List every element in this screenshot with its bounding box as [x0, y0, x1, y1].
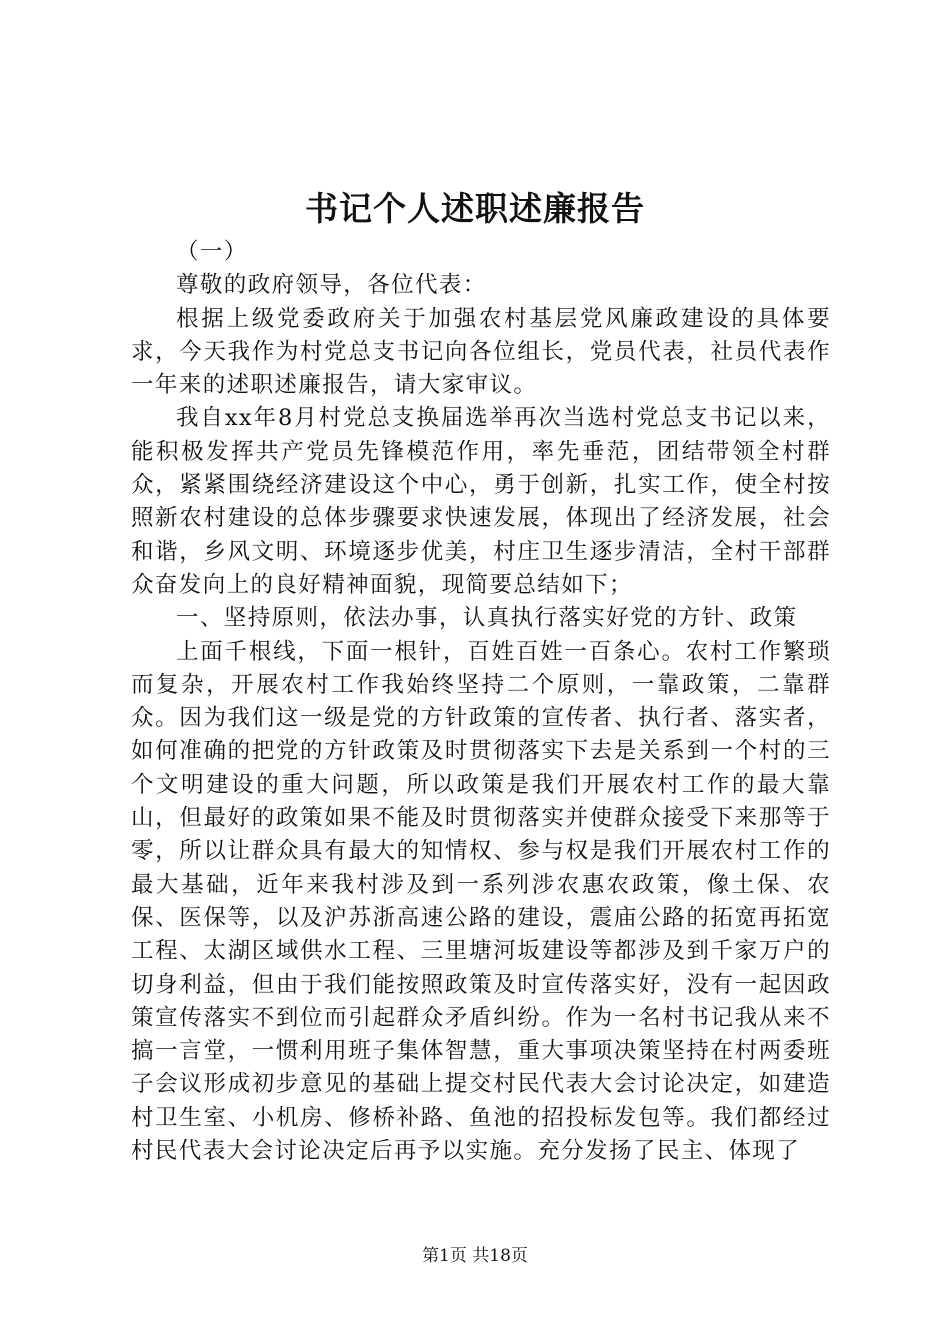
- document-title: 书记个人述职述廉报告: [305, 189, 645, 228]
- paragraph-intro: 根据上级党委政府关于加强农村基层党风廉政建设的具体要求，今天我作为村党总支书记向各位组长，党员代表，社员代表作一年来的述职述廉报告，请大家审议。: [131, 305, 831, 399]
- section-heading: 一、坚持原则，依法办事，认真执行落实好党的方针、政策: [176, 605, 798, 632]
- page-footer: 第1页 共18页: [422, 1246, 528, 1266]
- salutation: 尊敬的政府领导，各位代表：: [176, 272, 487, 299]
- section-number: （一）: [176, 239, 248, 265]
- paragraph-policy: 上面千根线，下面一根针，百姓百姓一百条心。农村工作繁琐而复杂，开展农村工作我始终坚持二个原则，一靠政策，二靠群众。因为我们这一级是党的方针政策的宣传者、执行者、落实者，如何准确的把党的方针政策及时贯彻落实下去是关系到一个村的三个文明建设的重大问题，所以政策是我们开展农村工作的最大靠山，但最好的政策如果不能及时贯彻落实并使群众接受下来那等于零，所以让群众具有最大的知情权、参与权是我们开展农村工作的最大基础，近年来我村涉及到一系列涉农惠农政策，像土保、农保、医保等，以及沪苏浙高速公路的建设，震庙公路的拓宽再拓宽工程、太湖区域供水工程、三里塘河坂建设等都涉及到千家万户的切身利益，但由于我们能按照政策及时宣传落实好，没有一起因政策宣传落实不到位而引起群众矛盾纠纷。作为一名村书记我从来不搞一言堂，一惯利用班子集体智慧，重大事项决策坚持在村两委班子会议形成初步意见的基础上提交村民代表大会讨论决定，如建造村卫生室、小机房、修桥补路、鱼池的招投标发包等。我们都经过村民代表大会讨论决定后再予以实施。充分发扬了民主、体现了: [131, 638, 831, 1165]
- document-body: [131, 236, 831, 1168]
- paragraph-summary: 我自xx年8月村党总支换届选举再次当选村党总支书记以来，能积极发挥共产党员先锋模范作用，率先垂范，团结带领全村群众，紧紧围绕经济建设这个中心，勇于创新，扎实工作，使全村按照新农村建设的总体步骤要求快速发展，体现出了经济发展，社会和谐，乡风文明、环境逐步优美，村庄卫生逐步清洁，全村干部群众奋发向上的良好精神面貌，现简要总结如下；: [131, 405, 831, 598]
